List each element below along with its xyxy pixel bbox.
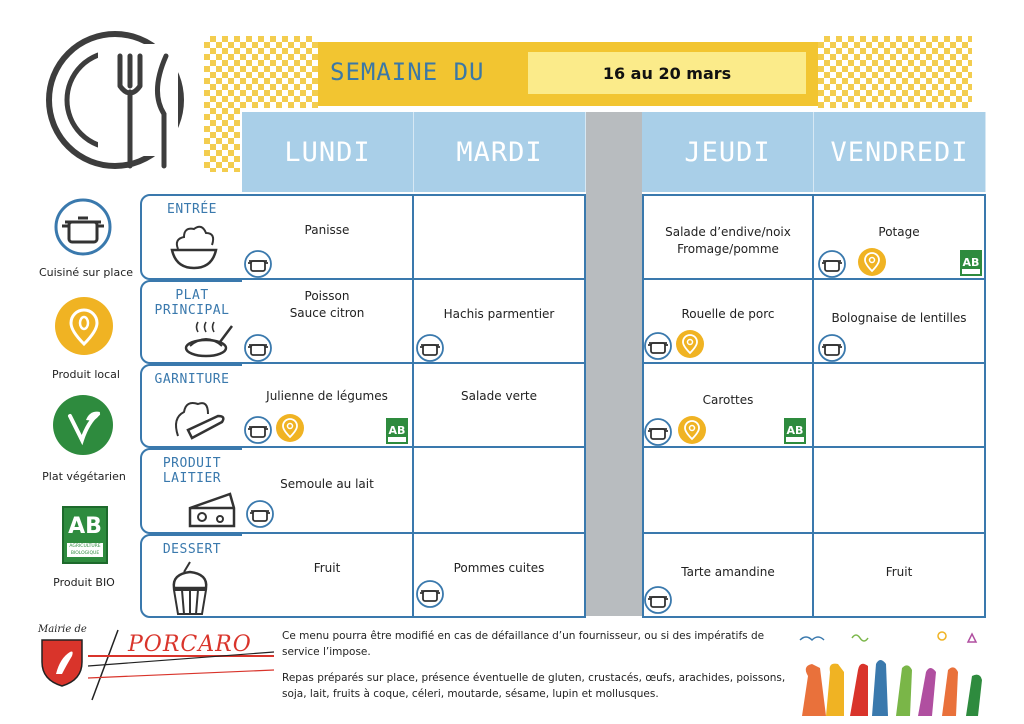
cheese-icon [186,490,238,530]
organic-icon [784,418,806,444]
cell-garniture-vendredi [814,364,986,448]
dish-text: Potage [878,225,920,239]
cooked-on-site-icon [644,418,672,446]
category-label: PRODUIT [162,456,222,471]
day-header-vendredi: VENDREDI [814,112,986,192]
category-label-2: LAITIER [162,471,222,486]
mairie-label: Mairie de [38,624,87,635]
dish-text: Panisse [304,223,350,237]
local-product-icon [276,414,306,444]
dish-icon [182,318,236,362]
category-label: GARNITURE [154,372,230,387]
children-hands-illustration [792,626,1002,716]
salad-icon [166,222,222,272]
day-header-jeudi: JEUDI [642,112,814,192]
footer-note-allergens: Repas préparés sur place, présence éventuelle de gluten, crustacés, œufs, arachides, poissons, soja, lait, fruits à coque, céleri, moutarde, sésame, lupin et mollusques. [282,672,786,700]
dish-text: Rouelle de porc [681,307,775,321]
cooked-on-site-legend-icon [54,198,112,256]
category-garniture [140,364,244,448]
category-entree [140,194,244,280]
organic-badge-text: AB [68,514,102,539]
cooked-on-site-icon [244,334,272,362]
dish-text: Fruit [885,565,913,579]
category-laitier [140,448,244,534]
organic-legend-icon [62,506,108,564]
cooked-on-site-icon [244,250,272,278]
cell-dessert-vendredi [814,534,986,618]
cell-laitier-vendredi [814,448,986,534]
cooked-on-site-icon [416,334,444,362]
cupcake-icon [168,560,212,618]
cooked-on-site-icon [818,334,846,362]
category-plat [140,280,244,364]
week-label: SEMAINE DU [330,58,485,86]
cooked-on-site-icon [246,500,274,528]
day-header-mardi: MARDI [414,112,586,192]
vegetables-icon [168,392,228,444]
dish-text: Salade verte [461,389,537,403]
legend-cuisine-label: Cuisiné sur place [38,266,134,279]
local-product-legend-icon [54,296,114,356]
dish-text: Bolognaise de lentilles [831,311,967,325]
dish-text: Julienne de légumes [266,389,388,403]
dish-text: Fruit [313,561,341,575]
banner-pattern-right [818,36,972,108]
cooked-on-site-icon [416,580,444,608]
cooked-on-site-icon [244,416,272,444]
banner-pattern-left [204,36,318,108]
dish-text: Semoule au lait [280,477,374,491]
cell-entree-jeudi [642,194,814,280]
dish-text: Pommes cuites [453,561,545,575]
cell-dessert-lundi [242,534,414,618]
week-dates: 16 au 20 mars [528,52,806,94]
legend-vegetarien-label: Plat végétarien [42,470,126,483]
category-label: DESSERT [162,542,222,557]
local-product-icon [678,416,708,446]
wednesday-column [586,112,642,616]
dish-text: Poisson [304,289,350,303]
cell-laitier-mardi [414,448,586,534]
category-label: PLAT [175,288,209,303]
dish-text-2: Fromage/pomme [677,242,779,256]
town-crest-icon [40,638,84,688]
cooked-on-site-icon [644,332,672,360]
cell-entree-mardi [414,194,586,280]
category-dessert [140,534,244,618]
banner-pattern-side [204,108,240,172]
category-label: ENTRÉE [167,202,217,217]
dish-text: Carottes [702,393,754,407]
dish-text-2: Sauce citron [289,306,365,320]
organic-icon [960,250,982,276]
town-name: PORCARO [128,632,252,657]
organic-badge-subtext: AGRICULTURE BIOLOGIQUE [67,543,103,557]
vegetarian-legend-icon [52,394,114,456]
dish-text: Tarte amandine [681,565,775,579]
local-product-icon [858,248,888,278]
cooked-on-site-icon [818,250,846,278]
cooked-on-site-icon [644,586,672,614]
day-header-lundi: LUNDI [242,112,414,192]
organic-icon [386,418,408,444]
plate-cutlery-icon [40,24,190,176]
dish-text: Salade d’endive/noix [665,225,791,239]
footer-note-service: Ce menu pourra être modifié en cas de défaillance d’un fournisseur, ou si des impératifs de service l’impose. [282,630,765,658]
cell-garniture-mardi [414,364,586,448]
category-label-2: PRINCIPAL [154,303,230,318]
local-product-icon [676,330,706,360]
legend-bio-label: Produit BIO [53,576,115,589]
legend-local-label: Produit local [52,368,120,381]
cell-laitier-jeudi [642,448,814,534]
dish-text: Hachis parmentier [443,307,555,321]
